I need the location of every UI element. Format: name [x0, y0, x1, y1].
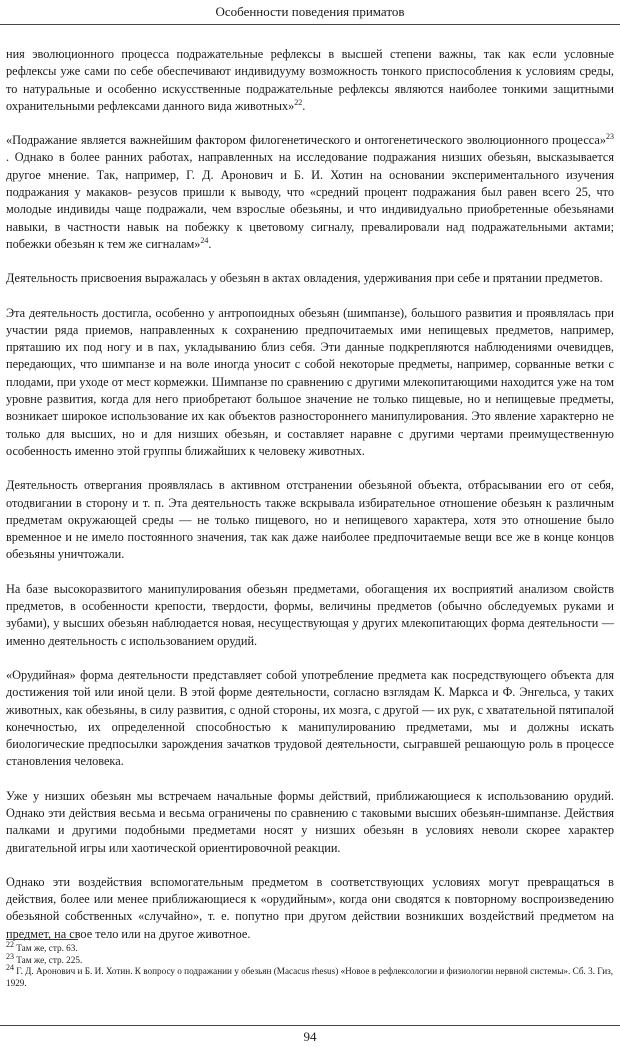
footnote-text: Г. Д. Аронович и Б. И. Хотин. К вопросу о подражании у обезьян (Macacus rhesus) «Новое в рефлексологии и физиологии нервной системы». Сб. 3. Гиз, 1929. — [6, 966, 614, 988]
text-run: «Подражание является важнейшим фактором филогенетического и онтогенетического эволюционного процесса» — [6, 133, 606, 148]
text-run: Уже у низших обезьян мы встречаем начальные формы действий, приближающиеся к использованию орудий. Однако эти действия весьма и весьма ограничены по сравнению с таковыми высших обезьян-шимпанзе. Действия палками и другими подобными предметами носят у низших обезьян в условиях неволи скорее характер двигательной игры или хаотической ориентировочной реакции. — [6, 788, 614, 855]
footnote-ref: 22 — [294, 97, 303, 107]
footnote-list — [6, 939, 614, 989]
running-header — [0, 0, 620, 26]
footnote-rule — [6, 939, 78, 940]
paragraph — [6, 477, 614, 563]
paragraph — [6, 270, 614, 287]
paragraph — [6, 305, 614, 461]
footnote — [6, 939, 614, 955]
text-run: «Орудийная» форма деятельности представляет собой употребление предмета как посредствующего объекта для достижения той или иной цели. В этой форме деятельности, согласно взглядам К. Маркса и Ф. Энгельса, у таких животных, как обезьяны, в силу развития, с одной стороны, их мозга, с другой — их рук, с хватательной пятипалой конечностью, их определенной способностью к манипулированию предметами, мы и должны искать биологические предпосылки зарождения зачатков трудовой деятельности, сыгравшей решающую роль в процессе становления человека. — [6, 667, 614, 769]
paragraph — [6, 132, 614, 253]
paragraph — [6, 581, 614, 650]
text-run: ния эволюционного процесса подражательные рефлексы в высшей степени важны, так как если условные рефлексы уже сами по себе обеспечивают индивидууму возможность тонкого приспособления к условиям среды, то натуральные и особенно искусственные подражательные рефлексы являются наиболее тонкими защитными охранительными рефлексами данного вида животных» — [6, 47, 614, 113]
footnote-ref: 23 — [606, 132, 614, 142]
text-run: Деятельность отвергания проявлялась в активном отстранении обезьяной объекта, отбрасывании его от себя, отодвигании в сторону и т. п. Эта деятельность также вскрывала избирательное отношение обезьян к различным предметам окружающей среды — не только пищевого, но и непищевого характера, хотя это отношение было временное и не имело постоянного значения, так как даже наиболее предпочитаемые вещи все же в конце концов обезьяны уничтожали. — [6, 478, 614, 562]
text-run: Эта деятельность достигла, особенно у антропоидных обезьян (шимпанзе), большого развития и проявлялась при участии ряда приемов, направленных к сохранению предпочитаемых ими непищевых предметов, например, пряташию их под ногу и в пах, укладыванию близ себя. Эти данные подкрепляются наблюдениями очевидцев, передающих, что шимпанзе и на воле иногда уносит с собой некоторые предметы, например, сорванные ветки с плодами, при уходе от мест кормежки. Шимпанзе по сравнению с другими млекопитающими находится уже на том уровне развития, когда для него приобретают большое значение не только пищевые, но и непищевые предметы, возникает широкое использование их как объектов разностороннего манипулирования. Это явление характерно не только для высших, но и для низших обезьян, и составляет наравне с другими чертами преимущественную особенность именно этой группы ближайших к человеку животных. — [6, 305, 614, 458]
footnote-number: 22 — [6, 939, 14, 949]
text-run: Деятельность присвоения выражалась у обезьян в актах овладения, удерживания при себе и прятании предметов. — [6, 271, 603, 286]
footnote-text: Там же, стр. 225. — [14, 954, 83, 965]
footnotes — [6, 939, 614, 989]
text-run: На базе высокоразвитого манипулирования обезьян предметами, обогащения их восприятий анализом свойств предметов, в особенности крепости, твердости, формы, величины предметов (обычно обследуемых руками и зубами), у высших обезьян наблюдается новая, несуществующая у других млекопитающих форма деятельности — именно деятельность с использованием орудий. — [6, 581, 614, 648]
footnote-number: 24 — [6, 962, 14, 972]
text-run: . Однако в более ранних работах, направленных на исследование подражания низших обезьян, высказывается другое мнение. Так, например, Г. Д. Аронович и Б. И. Хотин на основании экспериментального изучения подражания у макаков- резусов пришли к выводу, что «средний процент подражания был равен всего 25, что молодые индивиды чаще подражали, чем взрослые обезьяны, и что индивидуально приобретенные обезьянами навыки, в частности навык на побежку к цветовому сигналу, превалировали над подражательными актами; побежки обезьян к тем же сигналам» — [6, 150, 614, 251]
footnote — [6, 962, 614, 989]
paragraph — [6, 667, 614, 771]
page-number: 94 — [303, 1029, 317, 1044]
paragraph — [6, 874, 614, 943]
running-header-title: Особенности поведения приматов — [215, 4, 405, 19]
paragraph — [6, 46, 614, 115]
text-run: Однако эти воздействия вспомогательным предметом в соответствующих условиях могут превращаться в действия, более или менее приближающиеся к «орудийным», когда они сводятся к повторному воспроизведению обезьяной собственных «случайно», т. е. попутно при другом действии возникших воздействий предметом на предмет, на свое тело или на другое животное. — [6, 874, 614, 941]
footnote — [6, 951, 614, 967]
footer-rule — [0, 1025, 620, 1026]
footnote-text: Там же, стр. 63. — [14, 943, 78, 953]
footnote-number: 23 — [6, 951, 14, 961]
paragraph — [6, 788, 614, 857]
text-run: . — [208, 236, 212, 251]
footnote-ref: 24 — [200, 235, 209, 245]
text-run: . — [302, 98, 306, 113]
body-text — [6, 46, 614, 960]
header-rule — [0, 24, 620, 25]
